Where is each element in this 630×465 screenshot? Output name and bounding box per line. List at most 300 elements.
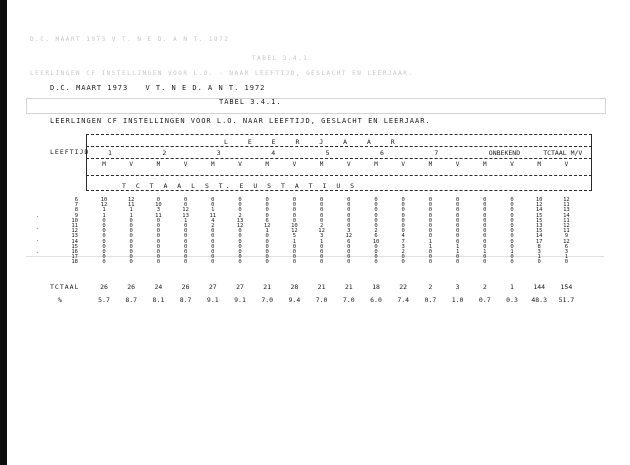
table-cell: 1 — [102, 212, 106, 219]
percent-cell: 7.0 — [261, 296, 274, 304]
table-rule — [86, 134, 87, 190]
table-cell: 0 — [183, 202, 188, 209]
data-column — [398, 198, 408, 266]
table-cell: 17 — [535, 238, 543, 245]
table-cell: 0 — [428, 207, 433, 214]
table-cell: 0 — [211, 243, 215, 250]
table-cell: 0 — [156, 228, 161, 235]
table-cell: 0 — [238, 207, 242, 214]
total-cell: 24 — [154, 283, 163, 291]
age-value: 17 — [71, 254, 78, 261]
table-cell: 12 — [563, 238, 570, 245]
table-cell: 0 — [183, 223, 188, 230]
table-cell: 1 — [510, 249, 514, 256]
table-cell: 0 — [455, 202, 460, 209]
table-cell: 0 — [347, 259, 351, 266]
percent-cell: 7.0 — [342, 296, 355, 304]
table-cell: 0 — [510, 228, 514, 235]
table-cell: 12 — [127, 197, 135, 203]
table-cell: 0 — [102, 243, 106, 250]
data-column — [317, 198, 327, 266]
age-value: 14 — [71, 238, 78, 245]
data-column — [208, 198, 218, 266]
table-cell: 0 — [510, 217, 514, 224]
table-cell: 14 — [535, 233, 543, 240]
table-cell: 0 — [483, 259, 487, 266]
sex-column-header: M — [210, 161, 215, 168]
table-cell: 0 — [102, 254, 106, 261]
table-cell: 3 — [537, 249, 541, 256]
table-cell: 6 — [374, 233, 378, 240]
data-column — [453, 198, 463, 266]
total-cell: 2 — [482, 283, 487, 291]
total-cell: 2 — [428, 283, 433, 291]
table-cell: 0 — [319, 254, 324, 261]
table-cell: 0 — [238, 197, 242, 203]
leerjaar-label: L E E R J A A R — [224, 138, 403, 146]
data-column — [262, 198, 272, 266]
table-cell: 0 — [374, 254, 378, 261]
total-cell: 27 — [208, 283, 217, 291]
table-cell: 0 — [483, 202, 487, 209]
table-cell: 0 — [265, 254, 269, 261]
table-cell: 0 — [265, 212, 269, 219]
table-cell: 0 — [183, 249, 188, 256]
table-cell: 2 — [319, 223, 324, 230]
table-cell: 0 — [374, 197, 378, 203]
table-cell: 0 — [211, 228, 215, 235]
document-header — [50, 84, 265, 92]
margin-tick: - — [36, 250, 40, 256]
table-cell: 12 — [535, 202, 543, 209]
year-column-header: 7 — [434, 149, 440, 157]
table-cell: 0 — [156, 223, 161, 230]
table-cell: 0 — [211, 259, 215, 266]
table-cell: 11 — [563, 217, 570, 224]
percent-cell: 0.7 — [478, 296, 491, 304]
table-cell: 0 — [292, 243, 297, 250]
percent-cell: 51.7 — [558, 296, 575, 304]
table-cell: 0 — [292, 249, 297, 256]
percent-cell: 7.0 — [315, 296, 328, 304]
sex-column-header: M — [156, 161, 161, 168]
table-cell: 0 — [183, 243, 188, 250]
table-cell: 0 — [510, 207, 514, 214]
table-cell: 0 — [102, 259, 106, 266]
sex-column-header: V — [510, 161, 514, 168]
table-cell: 0 — [455, 238, 460, 245]
table-cell: 1 — [129, 212, 133, 219]
bleed-through-line: LEERLINGEN CF INSTELLINGEN VOOR L.O. - NAAR LEEFTIJD, GESLACHT EN LEERJAAR. — [30, 70, 414, 77]
table-cell: 0 — [428, 217, 433, 224]
table-cell: 10 — [100, 197, 108, 203]
table-cell: 3 — [401, 243, 405, 250]
percent-cell: 0.3 — [506, 296, 518, 304]
table-cell: 0 — [428, 212, 433, 219]
table-cell: 0 — [347, 202, 351, 209]
table-cell: 0 — [455, 259, 460, 266]
sex-column-header: V — [401, 161, 405, 168]
age-column — [58, 198, 78, 266]
table-cell: 0 — [292, 212, 297, 219]
year-column-header: 1 — [108, 149, 113, 157]
table-cell: 0 — [292, 197, 297, 203]
table-cell: 12 — [236, 223, 244, 230]
table-cell: 0 — [483, 228, 487, 235]
table-cell: 0 — [156, 233, 161, 240]
table-cell: 0 — [319, 249, 324, 256]
table-cell: 4 — [211, 217, 215, 224]
table-cell: 0 — [510, 212, 514, 219]
table-cell: 0 — [265, 243, 269, 250]
percent-cell: 9.1 — [234, 296, 246, 304]
table-cell: 4 — [401, 233, 405, 240]
table-cell: 0 — [319, 212, 324, 219]
table-rule — [591, 134, 592, 190]
margin-tick: - — [36, 238, 40, 244]
age-value: 15 — [71, 243, 78, 250]
year-column-header: 6 — [380, 149, 385, 157]
sex-column-header: M — [319, 161, 324, 168]
table-cell: 1 — [564, 254, 569, 261]
table-cell: 0 — [428, 259, 433, 266]
table-cell: 0 — [238, 249, 242, 256]
table-cell: 0 — [129, 238, 133, 245]
table-rule — [86, 146, 592, 147]
data-column — [561, 198, 571, 266]
total-cell: 28 — [290, 283, 299, 291]
table-cell: 0 — [483, 238, 487, 245]
table-cell: 1 — [483, 249, 487, 256]
sex-column-header: V — [238, 161, 242, 168]
table-cell: 6 — [347, 238, 351, 245]
table-cell: 0 — [510, 233, 514, 240]
table-cell: 1 — [183, 217, 188, 224]
table-cell: 0 — [374, 223, 378, 230]
table-cell: 0 — [211, 249, 215, 256]
year-column-header: TCTAAL M/V — [543, 149, 583, 157]
table-cell: 1 — [102, 207, 106, 214]
table-cell: 0 — [510, 259, 514, 266]
table-cell: 0 — [455, 197, 460, 203]
year-column-header: 2 — [162, 149, 168, 157]
table-cell: 0 — [319, 243, 324, 250]
percent-cell: 6.0 — [370, 296, 382, 304]
table-cell: 0 — [238, 228, 242, 235]
table-cell: 0 — [483, 212, 487, 219]
table-cell: 0 — [455, 223, 460, 230]
table-cell: 13 — [563, 207, 570, 214]
sex-column-header: V — [129, 161, 133, 168]
percent-row-label: % — [58, 296, 63, 304]
table-cell: 0 — [401, 223, 405, 230]
table-cell: 12 — [291, 228, 298, 235]
table-cell: 10 — [291, 223, 298, 230]
table-cell: 0 — [428, 228, 433, 235]
table-cell: 0 — [238, 243, 242, 250]
table-cell: 0 — [292, 217, 297, 224]
table-cell: 12 — [345, 233, 353, 240]
data-column — [344, 198, 354, 266]
table-cell: 11 — [563, 228, 570, 235]
table-cell: 0 — [374, 212, 378, 219]
table-rule — [86, 175, 592, 176]
age-value: 16 — [71, 249, 78, 256]
table-cell: 1 — [455, 243, 460, 250]
table-cell: 0 — [102, 238, 106, 245]
table-cell: 0 — [265, 207, 269, 214]
table-cell: 0 — [183, 233, 188, 240]
table-cell: 2 — [374, 228, 378, 235]
sex-column-header: M — [537, 161, 541, 168]
table-cell: 0 — [428, 233, 433, 240]
table-cell: 1 — [455, 249, 460, 256]
table-cell: 0 — [102, 223, 106, 230]
table-rule — [86, 190, 592, 191]
table-cell: 3 — [564, 249, 569, 256]
age-value: 10 — [71, 217, 78, 224]
sex-column-header: M — [265, 161, 269, 168]
year-column-header: ONBEKEND — [488, 149, 521, 157]
table-cell: 13 — [182, 212, 189, 219]
table-cell: 0 — [265, 249, 269, 256]
table-cell: 0 — [347, 223, 351, 230]
table-cell: 0 — [483, 223, 487, 230]
table-cell: 0 — [428, 223, 433, 230]
table-cell: 1 — [129, 207, 133, 214]
table-cell: 0 — [374, 202, 378, 209]
total-cell: 21 — [263, 283, 272, 291]
table-cell: 0 — [347, 217, 351, 224]
table-cell: 0 — [129, 228, 133, 235]
table-cell: 0 — [319, 202, 324, 209]
table-cell: 10 — [372, 238, 380, 245]
table-cell: 13 — [535, 223, 543, 230]
table-cell: 0 — [129, 233, 133, 240]
table-cell: 0 — [347, 249, 351, 256]
percent-cell: 1.0 — [451, 296, 464, 304]
table-cell: 0 — [483, 197, 487, 203]
table-rule — [86, 134, 592, 135]
sex-column-header: M — [102, 161, 106, 168]
table-cell: 0 — [483, 233, 487, 240]
table-cell: 0 — [129, 259, 133, 266]
table-cell: 0 — [455, 228, 460, 235]
age-value: 11 — [71, 223, 78, 230]
table-cell: 6 — [265, 217, 269, 224]
table-cell: 0 — [292, 207, 297, 214]
table-cell: 0 — [428, 197, 433, 203]
table-cell: 15 — [535, 228, 543, 235]
table-cell: 1 — [265, 228, 269, 235]
table-cell: 0 — [129, 217, 133, 224]
bleed-through-line: TABEL 3.4.1. — [252, 55, 314, 62]
table-cell: 1 — [211, 207, 215, 214]
table-cell: 12 — [563, 223, 570, 230]
table-cell: 1 — [319, 238, 324, 245]
table-cell: 0 — [238, 233, 242, 240]
percent-cell: 9.1 — [206, 296, 219, 304]
table-cell: 0 — [401, 197, 405, 203]
table-cell: 0 — [265, 197, 269, 203]
data-column — [534, 198, 544, 266]
table-cell: 0 — [265, 202, 269, 209]
table-cell: 0 — [211, 254, 215, 261]
table-cell: 2 — [401, 249, 405, 256]
total-cell: 144 — [533, 283, 546, 291]
data-column — [480, 198, 490, 266]
data-column — [371, 198, 381, 266]
table-cell: 0 — [510, 202, 514, 209]
table-cell: 0 — [211, 202, 215, 209]
data-column — [126, 198, 136, 266]
table-cell: 2 — [238, 212, 242, 219]
table-cell: 12 — [100, 202, 108, 209]
total-cell: 26 — [127, 283, 136, 291]
table-cell: 15 — [535, 212, 543, 219]
total-cell: 21 — [317, 283, 326, 291]
table-cell: 12 — [263, 223, 271, 230]
table-cell: 0 — [428, 202, 433, 209]
table-cell: 0 — [183, 238, 188, 245]
table-cell: 3 — [156, 207, 161, 214]
table-cell: 3 — [319, 233, 324, 240]
data-column — [289, 198, 299, 266]
table-cell: 0 — [156, 259, 161, 266]
total-cell: 1 — [510, 283, 514, 291]
table-cell: 0 — [238, 202, 242, 209]
table-title: LEERLINGEN CF INSTELLINGEN VOOR L.O. NAAR LEEFTIJD, GESLACHT EN LEERJAAR. — [50, 117, 431, 125]
table-cell: 3 — [347, 228, 351, 235]
table-cell: 0 — [211, 233, 215, 240]
table-cell: 10 — [535, 197, 543, 203]
table-cell: 0 — [156, 217, 161, 224]
table-cell: 0 — [428, 249, 433, 256]
table-number: TABEL 3.4.1. — [219, 98, 282, 106]
table-cell: 8 — [537, 243, 541, 250]
section-label: T C T A A L S T. E U S T A T I U S — [122, 182, 358, 190]
table-cell: 0 — [129, 243, 133, 250]
table-cell: 0 — [129, 254, 133, 261]
table-cell: 0 — [537, 259, 541, 266]
sex-column-header: M — [428, 161, 433, 168]
table-cell: 0 — [483, 254, 487, 261]
table-cell: 0 — [347, 212, 351, 219]
header-source: V T. N E D. A N T. 1972 — [145, 84, 266, 92]
table-cell: 0 — [156, 254, 161, 261]
margin-tick: - — [36, 226, 40, 232]
data-column — [507, 198, 517, 266]
table-cell: 12 — [563, 197, 570, 203]
table-cell: 0 — [102, 233, 106, 240]
table-cell: 11 — [209, 212, 217, 219]
bleed-through-box — [26, 98, 606, 114]
margin-tick: - — [36, 214, 40, 220]
sex-column-header: V — [292, 161, 297, 168]
total-cell: 26 — [181, 283, 190, 291]
table-cell: 0 — [156, 238, 161, 245]
total-cell: 22 — [399, 283, 408, 291]
table-rule — [86, 158, 592, 159]
table-cell: 0 — [265, 259, 269, 266]
table-cell: 0 — [183, 228, 188, 235]
table-cell: 0 — [401, 259, 405, 266]
table-cell: 0 — [211, 238, 215, 245]
data-column — [181, 198, 191, 266]
table-cell: 0 — [510, 243, 514, 250]
table-cell: 0 — [401, 217, 405, 224]
table-cell: 0 — [129, 223, 133, 230]
age-value: 7 — [74, 202, 78, 209]
table-cell: 0 — [183, 197, 188, 203]
table-cell: 0 — [401, 228, 405, 235]
table-cell: 11 — [563, 202, 570, 209]
table-cell: 15 — [535, 217, 543, 224]
table-cell: 0 — [347, 243, 351, 250]
table-cell: 0 — [510, 254, 514, 261]
table-cell: 0 — [483, 207, 487, 214]
table-cell: 0 — [374, 217, 378, 224]
table-cell: 0 — [455, 207, 460, 214]
table-cell: 0 — [183, 259, 188, 266]
table-cell: 14 — [563, 212, 570, 219]
row-header-leeftijd: LEEFTIJD — [50, 148, 90, 156]
bleed-through-rule — [26, 256, 604, 269]
table-cell: 0 — [265, 238, 269, 245]
age-value: 13 — [71, 233, 78, 240]
table-cell: 0 — [510, 223, 514, 230]
table-cell: 0 — [129, 249, 133, 256]
percent-cell: 8.7 — [179, 296, 192, 304]
table-cell: 7 — [401, 238, 405, 245]
table-cell: 0 — [347, 197, 351, 203]
table-cell: 6 — [564, 243, 569, 250]
table-cell: 0 — [401, 202, 405, 209]
table-cell: 1 — [428, 238, 433, 245]
table-cell: 11 — [155, 212, 162, 219]
table-cell: 0 — [156, 249, 161, 256]
table-cell: 11 — [127, 202, 135, 209]
percent-cell: 8.1 — [152, 296, 165, 304]
percent-cell: 0.7 — [424, 296, 437, 304]
data-column — [235, 198, 245, 266]
table-cell: 0 — [319, 197, 324, 203]
table-cell: 0 — [455, 212, 460, 219]
table-cell: 2 — [211, 223, 215, 230]
table-cell: 0 — [401, 254, 405, 261]
table-cell: 14 — [535, 207, 543, 214]
bleed-through-line: D.C. MAART 1973 V T. N E D. A N T. 1972 — [30, 36, 230, 43]
total-row-label: TCTAAL — [50, 283, 80, 291]
table-cell: 0 — [265, 233, 269, 240]
age-value: 9 — [74, 212, 78, 219]
table-cell: 0 — [483, 217, 487, 224]
table-cell: 0 — [102, 228, 106, 235]
sex-column-header: V — [183, 161, 188, 168]
table-cell: 0 — [510, 238, 514, 245]
table-cell: 0 — [401, 207, 405, 214]
table-cell: 0 — [347, 207, 351, 214]
total-cell: 3 — [455, 283, 460, 291]
table-cell: 0 — [374, 259, 378, 266]
header-date: D.C. MAART 1973 — [50, 84, 129, 92]
total-cell: 21 — [344, 283, 353, 291]
table-cell: 0 — [102, 217, 106, 224]
table-cell: 0 — [374, 207, 378, 214]
table-cell: 0 — [374, 249, 378, 256]
table-cell: 1 — [292, 238, 297, 245]
table-cell: 0 — [319, 259, 324, 266]
